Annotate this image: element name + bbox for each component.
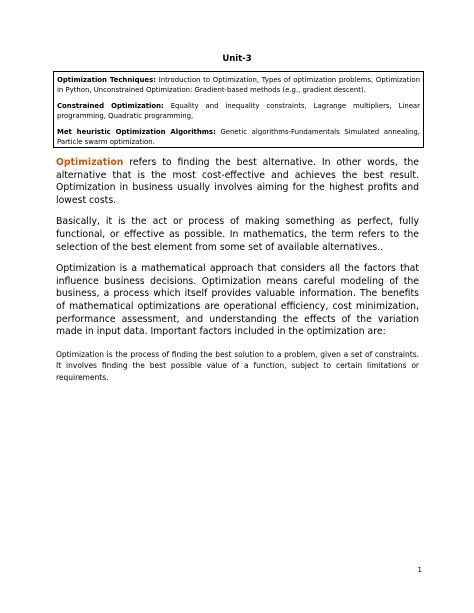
unit-title: Unit-3 <box>222 54 252 64</box>
syllabus-box <box>53 71 424 148</box>
syllabus-item-text: Introduction to Optimization, Types of optimization problems, Optimization in Python, Unconstrained Optimization: Gradient-based methods (e.g., gradient descent). <box>57 76 420 95</box>
syllabus-item-text: Equality and inequality constraints, Lagrange multipliers, Linear programming, Quadratic programming, <box>57 101 420 121</box>
body-content <box>56 157 419 383</box>
page-number: 1 <box>417 566 422 574</box>
syllabus-item-heading: Met heuristic Optimization Algorithms: <box>57 127 216 136</box>
syllabus-item-optimization-techniques <box>57 75 420 95</box>
paragraph-text: refers to finding the best alternative. In other words, the alternative that is the most cost-effective and achieves the best result. Optimization in business usually involves aiming for the highest profits and lowest costs. <box>56 157 419 206</box>
syllabus-item-text: Genetic algorithms-Fundamentals Simulated annealing, Particle swarm optimization. <box>57 127 420 147</box>
syllabus-item-heading: Constrained Optimization: <box>57 101 164 110</box>
paragraph-process: Optimization is the process of finding the best solution to a problem, given a set of constraints. It involves finding the best possible value of a function, subject to certain limitations or requirements. <box>56 349 419 382</box>
keyword-optimization: Optimization <box>56 157 124 168</box>
paragraph-basically: Basically, it is the act or process of making something as perfect, fully functional, or effective as possible. In mathematics, the term refers to the selection of the best element from some set of available alternatives.. <box>56 216 419 253</box>
syllabus-item-heading: Optimization Techniques: <box>57 76 156 84</box>
paragraph-definition <box>56 157 419 207</box>
paragraph-mathematical-approach: Optimization is a mathematical approach that considers all the factors that influence business decisions. Optimization means careful modeling of the business, a process which itself provides valuable information. The benefits of mathematical optimizations are operational efficiency, cost minimization, performance assessment, and understanding the effects of the variation made in input data. Important factors included in the optimization are: <box>56 263 419 338</box>
syllabus-item-constrained-optimization <box>57 101 420 121</box>
syllabus-item-metaheuristic-algorithms <box>57 127 420 147</box>
